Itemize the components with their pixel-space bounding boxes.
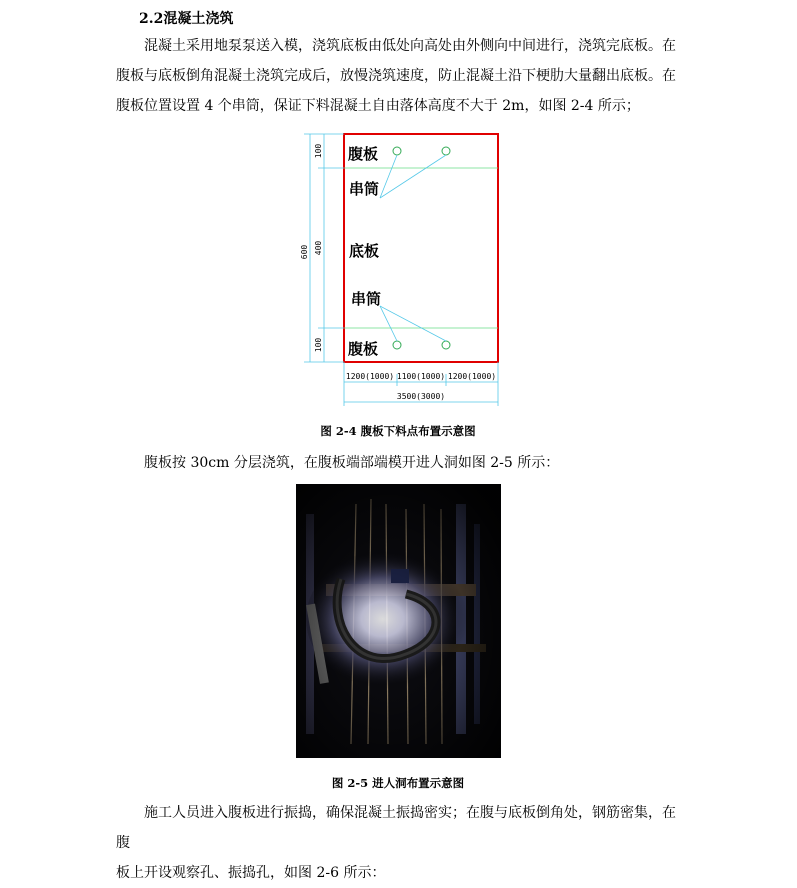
paragraph-3-line-2: 板上开设观察孔、振捣孔，如图 2-6 所示：: [116, 865, 386, 881]
leader-top-2: [380, 155, 446, 198]
paragraph-1-line-3: 腹板位置设置 4 个串筒，保证下料混凝土自由落体高度不大于 2m，如图 2-4 所示；: [116, 98, 640, 114]
label-bottom-web: 腹板: [348, 340, 379, 358]
figure-2-4-caption: 图 2-4 腹板下料点布置示意图: [320, 424, 476, 438]
paragraph-1-line-1: 混凝土采用地泵泵送入模，浇筑底板由低处向高处由外侧向中间进行，浇筑完底板。在: [144, 38, 676, 54]
leader-bot-2: [380, 306, 446, 341]
paragraph-3-line-1: 施工人员进入腹板进行振捣，确保混凝土振捣密实；在腹与底板倒角处，钢筋密集，在腹: [116, 805, 676, 851]
paragraph-1-line-2: 腹板与底板倒角混凝土浇筑完成后，放慢浇筑速度，防止混凝土沿下梗肋大量翻出底板。在: [116, 68, 676, 84]
paragraph-2: 腹板按 30cm 分层浇筑，在腹板端部端模开进人洞如图 2-5 所示：: [144, 455, 560, 471]
label-bottom-tube: 串筒: [351, 290, 382, 308]
dim-width-left: 1200(1000): [345, 372, 395, 381]
dim-width-mid: 1100(1000): [396, 372, 446, 381]
leader-top-1: [380, 155, 397, 198]
dim-total-width: 3500(3000): [396, 392, 446, 401]
figure-2-5-caption: 图 2-5 进人洞布置示意图: [331, 776, 465, 790]
label-bottom-slab: 底板: [349, 242, 380, 260]
dim-mid-height: 400: [314, 240, 323, 256]
tube-point-1: [393, 147, 401, 155]
tube-point-4: [442, 341, 450, 349]
dim-total-height: 600: [300, 244, 309, 260]
dim-top-height: 100: [314, 143, 323, 159]
leader-bot-1: [380, 306, 397, 341]
section-heading: 2.2混凝土浇筑: [139, 11, 234, 27]
tube-point-2: [442, 147, 450, 155]
label-top-tube: 串筒: [349, 180, 380, 198]
dim-width-right: 1200(1000): [447, 372, 497, 381]
figure-2-4-diagram: [290, 128, 510, 410]
tube-point-3: [393, 341, 401, 349]
label-top-web: 腹板: [348, 145, 379, 163]
paragraph-1: [116, 31, 686, 121]
dim-bottom-height: 100: [314, 337, 323, 353]
access-hole-photo: [296, 484, 501, 758]
